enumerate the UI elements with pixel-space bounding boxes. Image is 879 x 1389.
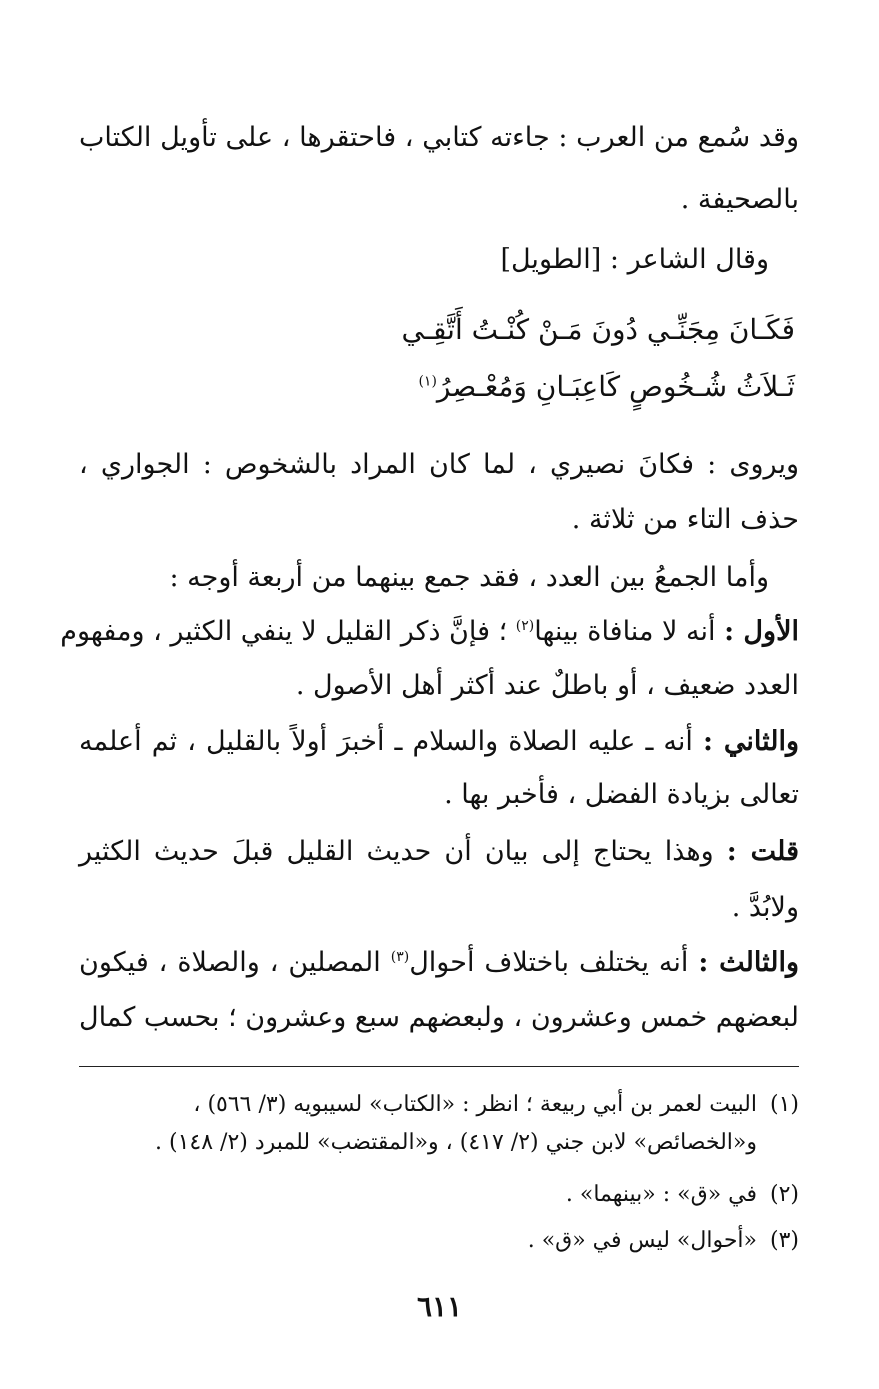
text-line-7-a: أنه لا منافاة بينها: [534, 616, 725, 647]
footnote-ref-1: (١): [418, 373, 437, 390]
section-label-qultu: قلت :: [726, 836, 799, 867]
footnote-1-text: البيت لعمر بن أبي ربيعة ؛ انظر : «الكتاب» لسيبويه (٣/ ٥٦٦) ،: [193, 1092, 757, 1117]
verse-hemistich-2-text: ثَـلاَثُ شُـخُوصٍ كَاعِبَـانِ وَمُعْـصِرُ: [436, 370, 795, 403]
footnote-1-number: (١): [769, 1092, 799, 1117]
text-line-3: وقال الشاعر : [الطويل]: [500, 244, 769, 275]
footnote-ref-2: (٢): [515, 618, 535, 634]
text-line-14: لبعضهم خمس وعشرون ، ولبعضهم سبع وعشرون ؛ بحسب كمال: [79, 1002, 799, 1033]
text-line-8: العدد ضعيف ، أو باطلٌ عند أكثر أهل الأصول .: [295, 670, 799, 701]
text-line-13: [79, 943, 799, 983]
section-label-third: والثالث :: [698, 947, 799, 978]
text-line-7: [60, 612, 799, 652]
section-label-first: الأول :: [724, 616, 799, 647]
footnote-1: [79, 1090, 799, 1120]
text-line-11-rest: وهذا يحتاج إلى بيان أن حديث القليل قبلَ حديث الكثير: [79, 836, 727, 867]
footnote-1-continuation: و«الخصائص» لابن جني (٢/ ٤١٧) ، و«المقتضب» للمبرد (٢/ ١٤٨) .: [155, 1130, 757, 1155]
footnote-3-text: «أحوال» ليس في «ق» .: [527, 1228, 757, 1253]
footnote-ref-3: (٣): [390, 949, 410, 965]
footnote-3-number: (٣): [769, 1228, 799, 1253]
footnote-2-text: في «ق» : «بينهما» .: [565, 1182, 757, 1207]
verse-hemistich-2: [418, 367, 795, 407]
footnote-3: [79, 1226, 799, 1256]
section-label-second: والثاني :: [702, 726, 799, 757]
footnote-divider: [79, 1066, 799, 1067]
verse-hemistich-1: فَكَـانَ مِجَنِّـي دُونَ مَـنْ كُنْـتُ أَتَّقِـي: [401, 313, 795, 346]
text-line-6: وأما الجمعُ بين العدد ، فقد جمع بينهما من أربعة أوجه :: [169, 562, 769, 593]
text-line-11: [79, 832, 799, 872]
footnote-2-number: (٢): [769, 1182, 799, 1207]
text-line-2: بالصحيفة .: [680, 184, 799, 215]
page-number: ٦١١: [416, 1290, 463, 1323]
text-line-1: وقد سُمع من العرب : جاءته كتابي ، فاحتقرها ، على تأويل الكتاب: [79, 122, 799, 153]
text-line-5: حذف التاء من ثلاثة .: [571, 504, 799, 535]
footnote-2: [79, 1180, 799, 1210]
text-line-10: تعالى بزيادة الفضل ، فأخبر بها .: [444, 779, 799, 810]
text-line-9-rest: أنه ـ عليه الصلاة والسلام ـ أخبرَ أولاً بالقليل ، ثم أعلمه: [79, 726, 703, 757]
text-line-12: ولابُدَّ .: [731, 892, 799, 923]
text-line-9: [79, 722, 799, 762]
text-line-7-b: ؛ فإنَّ ذكر القليل لا ينفي الكثير ، ومفهوم: [60, 616, 516, 647]
text-line-13-a: أنه يختلف باختلاف أحوال: [409, 947, 699, 978]
text-line-13-b: المصلين ، والصلاة ، فيكون: [79, 947, 391, 978]
text-line-4: ويروى : فكانَ نصيري ، لما كان المراد بالشخوص : الجواري ،: [79, 449, 799, 480]
